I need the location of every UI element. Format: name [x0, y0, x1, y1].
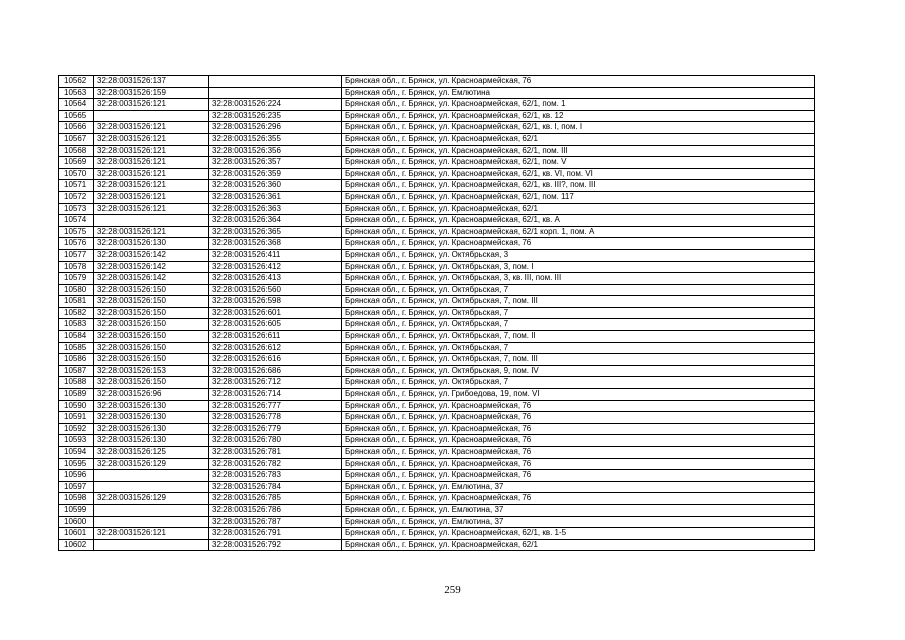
object-number-cell: 32:28:0031526:601: [209, 307, 342, 319]
address-cell: Брянская обл., г. Брянск, ул. Красноармейская, 76: [342, 412, 815, 424]
parcel-number-cell: 32:28:0031526:121: [94, 191, 209, 203]
parcel-number-cell: [94, 470, 209, 482]
object-number-cell: 32:28:0031526:361: [209, 191, 342, 203]
row-number-cell: 10597: [59, 481, 94, 493]
table-row: [59, 215, 815, 227]
table-row: [59, 435, 815, 447]
table-row: [59, 157, 815, 169]
row-number-cell: 10567: [59, 133, 94, 145]
address-cell: Брянская обл., г. Брянск, ул. Красноармейская, 76: [342, 423, 815, 435]
parcel-number-cell: 32:28:0031526:130: [94, 412, 209, 424]
object-number-cell: 32:28:0031526:712: [209, 377, 342, 389]
parcel-number-cell: [94, 481, 209, 493]
table-row: [59, 481, 815, 493]
row-number-cell: 10594: [59, 447, 94, 459]
object-number-cell: 32:28:0031526:224: [209, 99, 342, 111]
object-number-cell: 32:28:0031526:792: [209, 539, 342, 551]
parcel-number-cell: 32:28:0031526:150: [94, 284, 209, 296]
address-cell: Брянская обл., г. Брянск, ул. Красноармейская, 62/1 корп. 1, пом. А: [342, 226, 815, 238]
address-cell: Брянская обл., г. Брянск, ул. Красноармейская, 76: [342, 493, 815, 505]
parcel-number-cell: 32:28:0031526:150: [94, 342, 209, 354]
object-number-cell: 32:28:0031526:360: [209, 180, 342, 192]
row-number-cell: 10566: [59, 122, 94, 134]
parcel-number-cell: 32:28:0031526:130: [94, 400, 209, 412]
parcel-number-cell: 32:28:0031526:129: [94, 458, 209, 470]
parcel-number-cell: 32:28:0031526:130: [94, 238, 209, 250]
object-number-cell: 32:28:0031526:686: [209, 365, 342, 377]
parcel-number-cell: 32:28:0031526:121: [94, 180, 209, 192]
address-cell: Брянская обл., г. Брянск, ул. Красноармейская, 62/1, пом. 1: [342, 99, 815, 111]
parcel-number-cell: 32:28:0031526:142: [94, 249, 209, 261]
address-cell: Брянская обл., г. Брянск, ул. Красноармейская, 62/1, кв. А: [342, 215, 815, 227]
parcel-number-cell: 32:28:0031526:150: [94, 331, 209, 343]
address-cell: Брянская обл., г. Брянск, ул. Грибоедова, 19, пом. VI: [342, 389, 815, 401]
parcel-number-cell: [94, 215, 209, 227]
row-number-cell: 10565: [59, 110, 94, 122]
object-number-cell: 32:28:0031526:364: [209, 215, 342, 227]
object-number-cell: 32:28:0031526:616: [209, 354, 342, 366]
parcel-number-cell: 32:28:0031526:125: [94, 447, 209, 459]
object-number-cell: 32:28:0031526:787: [209, 516, 342, 528]
object-number-cell: 32:28:0031526:784: [209, 481, 342, 493]
object-number-cell: 32:28:0031526:413: [209, 273, 342, 285]
object-number-cell: [209, 76, 342, 88]
object-number-cell: 32:28:0031526:363: [209, 203, 342, 215]
object-number-cell: 32:28:0031526:356: [209, 145, 342, 157]
parcel-number-cell: 32:28:0031526:137: [94, 76, 209, 88]
row-number-cell: 10579: [59, 273, 94, 285]
table-body: [59, 76, 815, 551]
table-row: [59, 354, 815, 366]
table-row: [59, 87, 815, 99]
parcel-number-cell: [94, 516, 209, 528]
object-number-cell: 32:28:0031526:777: [209, 400, 342, 412]
row-number-cell: 10595: [59, 458, 94, 470]
table-row: [59, 493, 815, 505]
row-number-cell: 10585: [59, 342, 94, 354]
row-number-cell: 10582: [59, 307, 94, 319]
object-number-cell: 32:28:0031526:560: [209, 284, 342, 296]
table-row: [59, 331, 815, 343]
row-number-cell: 10578: [59, 261, 94, 273]
address-cell: Брянская обл., г. Брянск, ул. Октябрьская, 7: [342, 307, 815, 319]
row-number-cell: 10599: [59, 504, 94, 516]
table-row: [59, 319, 815, 331]
table-row: [59, 168, 815, 180]
object-number-cell: 32:28:0031526:296: [209, 122, 342, 134]
parcel-number-cell: 32:28:0031526:150: [94, 319, 209, 331]
parcel-number-cell: 32:28:0031526:130: [94, 435, 209, 447]
address-cell: Брянская обл., г. Брянск, ул. Красноармейская, 62/1, пом. 117: [342, 191, 815, 203]
parcel-number-cell: 32:28:0031526:121: [94, 157, 209, 169]
table-row: [59, 470, 815, 482]
table-row: [59, 180, 815, 192]
parcel-number-cell: 32:28:0031526:96: [94, 389, 209, 401]
address-cell: Брянская обл., г. Брянск, ул. Октябрьская, 7: [342, 319, 815, 331]
table-row: [59, 447, 815, 459]
parcel-number-cell: 32:28:0031526:121: [94, 168, 209, 180]
parcel-number-cell: 32:28:0031526:142: [94, 273, 209, 285]
parcel-number-cell: 32:28:0031526:121: [94, 99, 209, 111]
parcel-number-cell: 32:28:0031526:129: [94, 493, 209, 505]
table-row: [59, 76, 815, 88]
row-number-cell: 10588: [59, 377, 94, 389]
address-cell: Брянская обл., г. Брянск, ул. Красноармейская, 62/1, кв. III?, пом. III: [342, 180, 815, 192]
object-number-cell: 32:28:0031526:412: [209, 261, 342, 273]
address-cell: Брянская обл., г. Брянск, ул. Красноармейская, 62/1, кв. 1-5: [342, 528, 815, 540]
table-row: [59, 365, 815, 377]
address-cell: Брянская обл., г. Брянск, ул. Красноармейская, 76: [342, 447, 815, 459]
object-number-cell: 32:28:0031526:785: [209, 493, 342, 505]
table-row: [59, 342, 815, 354]
table-row: [59, 110, 815, 122]
parcel-number-cell: 32:28:0031526:121: [94, 528, 209, 540]
address-cell: Брянская обл., г. Брянск, ул. Октябрьская, 9, пом. IV: [342, 365, 815, 377]
address-cell: Брянская обл., г. Брянск, ул. Красноармейская, 76: [342, 435, 815, 447]
table-row: [59, 238, 815, 250]
object-number-cell: 32:28:0031526:778: [209, 412, 342, 424]
address-cell: Брянская обл., г. Брянск, ул. Красноармейская, 76: [342, 458, 815, 470]
address-cell: Брянская обл., г. Брянск, ул. Октябрьская, 7, пом. III: [342, 296, 815, 308]
row-number-cell: 10587: [59, 365, 94, 377]
object-number-cell: 32:28:0031526:605: [209, 319, 342, 331]
address-cell: Брянская обл., г. Брянск, ул. Октябрьская, 3, кв. III, пом. III: [342, 273, 815, 285]
table-row: [59, 528, 815, 540]
parcel-number-cell: 32:28:0031526:142: [94, 261, 209, 273]
parcel-number-cell: 32:28:0031526:150: [94, 296, 209, 308]
row-number-cell: 10576: [59, 238, 94, 250]
object-number-cell: 32:28:0031526:368: [209, 238, 342, 250]
table-row: [59, 145, 815, 157]
cadastral-table: [58, 75, 815, 551]
table-row: [59, 307, 815, 319]
row-number-cell: 10600: [59, 516, 94, 528]
object-number-cell: 32:28:0031526:235: [209, 110, 342, 122]
address-cell: Брянская обл., г. Брянск, ул. Октябрьская, 7: [342, 284, 815, 296]
row-number-cell: 10590: [59, 400, 94, 412]
table-row: [59, 423, 815, 435]
parcel-number-cell: 32:28:0031526:150: [94, 377, 209, 389]
row-number-cell: 10570: [59, 168, 94, 180]
parcel-number-cell: 32:28:0031526:121: [94, 133, 209, 145]
row-number-cell: 10583: [59, 319, 94, 331]
address-cell: Брянская обл., г. Брянск, ул. Красноармейская, 76: [342, 238, 815, 250]
object-number-cell: 32:28:0031526:411: [209, 249, 342, 261]
object-number-cell: 32:28:0031526:611: [209, 331, 342, 343]
table-row: [59, 539, 815, 551]
address-cell: Брянская обл., г. Брянск, ул. Красноармейская, 62/1, пом. V: [342, 157, 815, 169]
table-row: [59, 504, 815, 516]
row-number-cell: 10571: [59, 180, 94, 192]
address-cell: Брянская обл., г. Брянск, ул. Красноармейская, 62/1: [342, 203, 815, 215]
table-row: [59, 284, 815, 296]
object-number-cell: 32:28:0031526:783: [209, 470, 342, 482]
row-number-cell: 10596: [59, 470, 94, 482]
row-number-cell: 10601: [59, 528, 94, 540]
table-row: [59, 377, 815, 389]
address-cell: Брянская обл., г. Брянск, ул. Красноармейская, 62/1, пом. III: [342, 145, 815, 157]
table-row: [59, 400, 815, 412]
parcel-number-cell: 32:28:0031526:121: [94, 145, 209, 157]
parcel-number-cell: [94, 110, 209, 122]
address-cell: Брянская обл., г. Брянск, ул. Емлютина: [342, 87, 815, 99]
object-number-cell: 32:28:0031526:598: [209, 296, 342, 308]
table-row: [59, 133, 815, 145]
parcel-number-cell: 32:28:0031526:130: [94, 423, 209, 435]
table-row: [59, 412, 815, 424]
row-number-cell: 10568: [59, 145, 94, 157]
row-number-cell: 10586: [59, 354, 94, 366]
address-cell: Брянская обл., г. Брянск, ул. Октябрьская, 7, пом. III: [342, 354, 815, 366]
table-row: [59, 296, 815, 308]
row-number-cell: 10573: [59, 203, 94, 215]
object-number-cell: 32:28:0031526:612: [209, 342, 342, 354]
object-number-cell: [209, 87, 342, 99]
row-number-cell: 10602: [59, 539, 94, 551]
row-number-cell: 10572: [59, 191, 94, 203]
parcel-number-cell: 32:28:0031526:153: [94, 365, 209, 377]
address-cell: Брянская обл., г. Брянск, ул. Емлютина, 37: [342, 516, 815, 528]
table-row: [59, 226, 815, 238]
object-number-cell: 32:28:0031526:786: [209, 504, 342, 516]
table-row: [59, 122, 815, 134]
row-number-cell: 10598: [59, 493, 94, 505]
parcel-number-cell: 32:28:0031526:121: [94, 226, 209, 238]
address-cell: Брянская обл., г. Брянск, ул. Красноармейская, 62/1: [342, 133, 815, 145]
parcel-number-cell: 32:28:0031526:150: [94, 307, 209, 319]
row-number-cell: 10562: [59, 76, 94, 88]
address-cell: Брянская обл., г. Брянск, ул. Красноармейская, 76: [342, 76, 815, 88]
address-cell: Брянская обл., г. Брянск, ул. Красноармейская, 62/1: [342, 539, 815, 551]
object-number-cell: 32:28:0031526:781: [209, 447, 342, 459]
object-number-cell: 32:28:0031526:357: [209, 157, 342, 169]
address-cell: Брянская обл., г. Брянск, ул. Красноармейская, 62/1, кв. I, пом. I: [342, 122, 815, 134]
parcel-number-cell: 32:28:0031526:150: [94, 354, 209, 366]
table-row: [59, 203, 815, 215]
table-row: [59, 516, 815, 528]
row-number-cell: 10575: [59, 226, 94, 238]
address-cell: Брянская обл., г. Брянск, ул. Октябрьская, 7: [342, 342, 815, 354]
row-number-cell: 10564: [59, 99, 94, 111]
address-cell: Брянская обл., г. Брянск, ул. Красноармейская, 76: [342, 400, 815, 412]
row-number-cell: 10563: [59, 87, 94, 99]
address-cell: Брянская обл., г. Брянск, ул. Емлютина, 37: [342, 481, 815, 493]
object-number-cell: 32:28:0031526:780: [209, 435, 342, 447]
table-row: [59, 389, 815, 401]
row-number-cell: 10577: [59, 249, 94, 261]
address-cell: Брянская обл., г. Брянск, ул. Красноармейская, 76: [342, 470, 815, 482]
address-cell: Брянская обл., г. Брянск, ул. Октябрьская, 3: [342, 249, 815, 261]
object-number-cell: 32:28:0031526:355: [209, 133, 342, 145]
parcel-number-cell: 32:28:0031526:121: [94, 122, 209, 134]
address-cell: Брянская обл., г. Брянск, ул. Октябрьская, 7, пом. II: [342, 331, 815, 343]
parcel-number-cell: [94, 504, 209, 516]
table-row: [59, 191, 815, 203]
row-number-cell: 10584: [59, 331, 94, 343]
row-number-cell: 10574: [59, 215, 94, 227]
row-number-cell: 10580: [59, 284, 94, 296]
object-number-cell: 32:28:0031526:359: [209, 168, 342, 180]
object-number-cell: 32:28:0031526:714: [209, 389, 342, 401]
object-number-cell: 32:28:0031526:782: [209, 458, 342, 470]
row-number-cell: 10569: [59, 157, 94, 169]
address-cell: Брянская обл., г. Брянск, ул. Октябрьская, 7: [342, 377, 815, 389]
object-number-cell: 32:28:0031526:365: [209, 226, 342, 238]
object-number-cell: 32:28:0031526:791: [209, 528, 342, 540]
table-row: [59, 273, 815, 285]
address-cell: Брянская обл., г. Брянск, ул. Красноармейская, 62/1, кв. 12: [342, 110, 815, 122]
row-number-cell: 10593: [59, 435, 94, 447]
page-number: 259: [444, 584, 461, 596]
table-row: [59, 458, 815, 470]
parcel-number-cell: 32:28:0031526:159: [94, 87, 209, 99]
row-number-cell: 10591: [59, 412, 94, 424]
address-cell: Брянская обл., г. Брянск, ул. Емлютина, 37: [342, 504, 815, 516]
row-number-cell: 10589: [59, 389, 94, 401]
parcel-number-cell: 32:28:0031526:121: [94, 203, 209, 215]
table-row: [59, 249, 815, 261]
table-row: [59, 99, 815, 111]
object-number-cell: 32:28:0031526:779: [209, 423, 342, 435]
row-number-cell: 10592: [59, 423, 94, 435]
parcel-number-cell: [94, 539, 209, 551]
address-cell: Брянская обл., г. Брянск, ул. Красноармейская, 62/1, кв. VI, пом. VI: [342, 168, 815, 180]
table-row: [59, 261, 815, 273]
row-number-cell: 10581: [59, 296, 94, 308]
address-cell: Брянская обл., г. Брянск, ул. Октябрьская, 3, пом. I: [342, 261, 815, 273]
